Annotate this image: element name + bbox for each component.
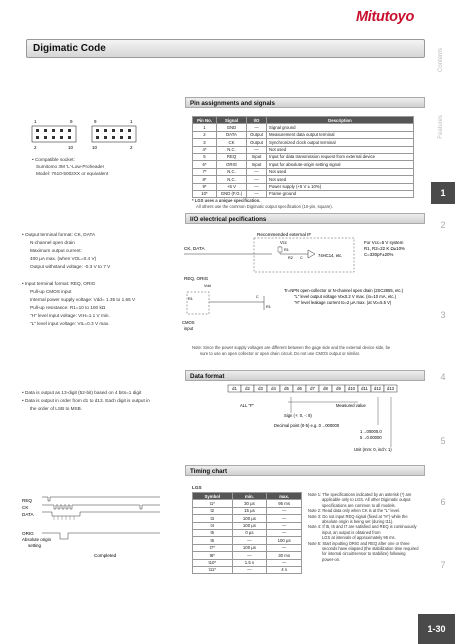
io-output-spec: • Output terminal format: CK, DATA <box>22 232 95 238</box>
timing-table-header: max. <box>267 493 302 500</box>
connector-right <box>92 126 136 142</box>
section-pins-header <box>185 97 425 108</box>
timing-note-line: for internal circuit/sensor to stabilize) following <box>322 551 406 557</box>
table-row <box>193 507 302 514</box>
data-format-diagram <box>228 385 418 455</box>
table-row <box>193 559 302 566</box>
table-cell: — <box>267 507 302 514</box>
circuit-spec: Tr=NPN open-collector or N-channel open drain (2SC2855, etc.) <box>284 288 404 293</box>
table-cell: — <box>267 529 302 536</box>
section-pins-title: Pin assignments and signals <box>190 99 275 107</box>
timing-notes <box>308 492 419 562</box>
brand-logo: Mitutoyo <box>356 9 415 25</box>
table-cell: t10* <box>193 559 233 566</box>
table-cell: 6* <box>193 161 217 168</box>
table-cell: 100 µs <box>232 522 267 529</box>
digit-label: d8 <box>323 386 328 391</box>
format-note: the order of LSB to MSB. <box>30 406 83 411</box>
table-row <box>193 500 302 507</box>
circuit-label: R1 <box>188 297 193 301</box>
table-cell: 1 <box>193 124 217 131</box>
timing-signal-label: ORIG <box>22 531 34 536</box>
table-cell: — <box>247 168 267 175</box>
table-cell: Measurement data output terminal <box>267 131 414 138</box>
timing-note-line: Note 4: If t5, t6 and t7 are satisfied and REQ is continuously <box>308 524 417 530</box>
table-cell: — <box>247 146 267 153</box>
table-cell: Output <box>247 139 267 146</box>
table-cell: — <box>267 522 302 529</box>
table-cell: Not used <box>267 176 414 183</box>
digit-label: d2 <box>245 386 250 391</box>
circuit-label: R2 <box>288 256 293 260</box>
side-tab-features[interactable]: Features <box>438 115 444 139</box>
table-cell: Input for absolute-origin setting signal <box>267 161 414 168</box>
digit-label: d9 <box>336 386 341 391</box>
table-cell: 4* <box>193 146 217 153</box>
format-label: Sign (+: 0, -: 8) <box>284 413 312 418</box>
side-tab-1[interactable]: 1 <box>431 182 455 204</box>
digit-label: d7 <box>310 386 315 391</box>
table-row <box>193 176 414 183</box>
section-format-title: Data format <box>190 372 225 380</box>
ck-waveform <box>42 505 160 509</box>
table-cell: t2 <box>193 507 233 514</box>
connector-label: 1 <box>34 119 37 124</box>
section-format-header <box>185 370 425 381</box>
table-row <box>193 190 414 197</box>
timing-note-line: power-on. <box>322 556 341 562</box>
circuit-spec: "L" level output voltage Vo≤0.2 V max. (Io=10 mA, etc.) <box>294 294 396 299</box>
table-cell: 100 µs <box>267 537 302 544</box>
data-waveform <box>42 512 160 516</box>
table-cell: N.C. <box>217 146 247 153</box>
table-cell: Input for data transmission request from external device <box>267 153 414 160</box>
format-label: 1→00000.0 <box>360 429 382 434</box>
side-tab-3[interactable]: 3 <box>440 310 446 320</box>
side-tab-7[interactable]: 7 <box>440 560 446 570</box>
connector-label: 9 <box>70 119 73 124</box>
timing-note-line: Note 1: The specifications indicated by an asterisk (*) are <box>308 492 412 497</box>
format-label: Decimal point (0-5) e.g. 0→000000 <box>274 423 340 428</box>
timing-note-line: Note 5: Start inputting ORIG and REQ after one or three <box>308 540 410 546</box>
section-timing-title: Timing chart <box>190 467 228 475</box>
table-cell: 8* <box>193 176 217 183</box>
table-cell: Input <box>247 153 267 160</box>
io-input-spec: "H" level input voltage: VIH=1.1 V min. <box>30 313 110 318</box>
timing-note-line: LGS at intervals of approximately 95 ms. <box>322 535 396 541</box>
connector-pins <box>36 129 131 139</box>
table-row <box>193 544 302 551</box>
table-cell: t8* <box>193 552 233 559</box>
digit-label: d13 <box>387 386 394 391</box>
table-cell: 4 s <box>267 566 302 573</box>
table-cell: Not used <box>267 146 414 153</box>
timing-note-line: specifications are common to all models. <box>322 502 396 508</box>
format-label: Measured value <box>336 403 366 408</box>
table-row <box>193 515 302 522</box>
digit-label: d6 <box>297 386 302 391</box>
circuit-label: R1 <box>284 248 289 252</box>
timing-signal-label: DATA <box>22 512 34 517</box>
table-row <box>193 146 414 153</box>
side-tab-5[interactable]: 5 <box>440 436 446 446</box>
table-cell: — <box>267 515 302 522</box>
table-cell: GND <box>217 124 247 131</box>
table-cell: — <box>247 190 267 197</box>
digit-label: d3 <box>258 386 263 391</box>
table-cell: Signal ground <box>267 124 414 131</box>
table-cell: Synchronized clock output terminal <box>267 139 414 146</box>
resistor-r1 <box>278 247 282 252</box>
digit-label: d11 <box>361 386 368 391</box>
table-cell: t4 <box>193 522 233 529</box>
circuit-label: REQ, ORIG <box>184 276 209 281</box>
side-nav <box>431 30 455 610</box>
connector-note: • Compatible socket: <box>32 157 75 163</box>
table-cell: — <box>247 183 267 190</box>
timing-note-line: Note 2: Read data only when CK is at the "L" level. <box>308 508 401 514</box>
table-cell: t7* <box>193 544 233 551</box>
io-input-spec: "L" level input voltage: VIL=0.3 V max. <box>30 321 110 326</box>
table-cell: 1.5 s <box>232 559 267 566</box>
side-tab-2[interactable]: 2 <box>440 220 446 230</box>
io-circuit-diagram <box>184 230 419 340</box>
io-output-spec: 400 µA max. (when VOL=0.4 V) <box>30 256 97 261</box>
format-label: ALL "F" <box>240 403 254 408</box>
circuit-label: Vcc <box>280 240 287 245</box>
timing-chart <box>20 485 185 565</box>
circuit-label: R1 <box>266 305 271 309</box>
table-cell: +5 V <box>217 183 247 190</box>
table-row <box>193 124 414 131</box>
connector-note: Model: 7610-5002XX or equivalent <box>36 171 109 176</box>
connector-note: Sumitomo 3M 'L'-Low-Proheader <box>36 164 105 169</box>
table-cell: DATA <box>217 131 247 138</box>
connector-label: 2 <box>34 145 37 150</box>
table-cell: t3 <box>193 515 233 522</box>
digit-label: d4 <box>271 386 276 391</box>
table-cell: Frame ground <box>267 190 414 197</box>
circuit-spec: "H" level leakage current Io=2 µA max. (at Vo=5.5 V) <box>294 300 392 305</box>
pin-table-header: Pin No. <box>193 117 217 124</box>
timing-note-line: seconds have elapsed (the stabilization time required <box>322 546 419 552</box>
digit-label: d1 <box>232 386 237 391</box>
schmitt-inverter <box>308 250 315 258</box>
circuit-label: input <box>184 326 194 331</box>
pin-table-header: Signal <box>217 117 247 124</box>
side-tab-4[interactable]: 4 <box>440 372 446 382</box>
digit-label: d5 <box>284 386 289 391</box>
table-cell: Output <box>247 131 267 138</box>
table-cell: — <box>247 176 267 183</box>
format-label: 5→0.00000 <box>360 435 382 440</box>
table-row <box>193 529 302 536</box>
table-cell: 100 µs <box>232 515 267 522</box>
io-output-spec: Maximum output current: <box>30 248 82 253</box>
io-output-spec: Output withstand voltage: -0.3 V to 7 V <box>30 264 111 269</box>
side-tab-6[interactable]: 6 <box>440 497 446 507</box>
timing-table-header: Symbol <box>193 493 233 500</box>
table-cell: — <box>232 566 267 573</box>
digit-label: d10 <box>348 386 355 391</box>
section-timing-header <box>185 465 425 476</box>
table-cell: 5 <box>193 153 217 160</box>
table-cell: t6 <box>193 537 233 544</box>
table-cell: — <box>232 552 267 559</box>
connector-diagram <box>28 118 178 154</box>
table-row <box>193 131 414 138</box>
orig-waveform <box>42 533 160 539</box>
circuit-label: CMOS <box>182 320 195 325</box>
lgs-label: LGS <box>192 485 202 490</box>
pin-table-note: * LGS uses a unique specification. <box>192 198 261 203</box>
circuit-spec: For Vcc=5 V system <box>364 240 404 245</box>
connector-label: 10 <box>92 145 98 150</box>
table-cell: 10* <box>193 190 217 197</box>
connector-label: 1 <box>130 119 133 124</box>
page-title: Digimatic Code <box>33 43 106 54</box>
circuit-label: Recommended external IF <box>257 232 312 237</box>
table-row <box>193 153 414 160</box>
table-row <box>193 161 414 168</box>
timing-note-line: absolute origin is being set (during t11). <box>322 519 394 525</box>
table-cell: Power supply (+5 V ± 10%) <box>267 183 414 190</box>
circuit-label: Vdd <box>204 284 211 288</box>
section-io-header <box>185 213 425 224</box>
circuit-label: C <box>300 256 303 260</box>
circuit-spec: C=330pF±20% <box>364 252 394 257</box>
table-cell: 7* <box>193 168 217 175</box>
table-row <box>193 552 302 559</box>
table-cell: t5 <box>193 529 233 536</box>
table-cell: 3 <box>193 139 217 146</box>
circuit-label: 74HC14, etc. <box>318 253 343 258</box>
table-cell: — <box>247 124 267 131</box>
pin-table-header: Description <box>267 117 414 124</box>
cmos-input-box <box>187 292 209 314</box>
table-cell: GND (F.G.) <box>217 190 247 197</box>
table-cell: 2 <box>193 131 217 138</box>
connector-left <box>32 126 76 142</box>
digit-label: d12 <box>374 386 381 391</box>
table-cell: N.C. <box>217 176 247 183</box>
timing-note-line: Note 3: Do not input REQ signal (fixed at "H") while the <box>308 513 408 519</box>
pin-table-header: I/O <box>247 117 267 124</box>
table-cell: ORIG <box>217 161 247 168</box>
io-input-spec: Pull-up CMOS input <box>30 289 72 294</box>
circuit-spec: R1, R2=22 K Ω±10% <box>364 246 405 251</box>
format-note: • Data is output as 13-digit (52-bit) based on 4 bits=1 digit <box>22 390 141 396</box>
timing-signal-label: setting <box>28 543 41 548</box>
table-cell: t1* <box>193 500 233 507</box>
pin-table <box>192 116 414 198</box>
table-cell: 9* <box>193 183 217 190</box>
io-input-spec: Internal power supply voltage: Vdd= 1.35 to 1.65 V <box>30 297 136 302</box>
connector-label: 9 <box>94 119 97 124</box>
io-input-spec: Pull-up resistance: R1=10 to 100 kΩ <box>30 305 106 310</box>
timing-note-line: input, an output is obtained from <box>322 529 381 535</box>
table-cell: N.C. <box>217 168 247 175</box>
table-cell: — <box>267 544 302 551</box>
circuit-label: CK, DATA <box>184 246 205 251</box>
connector-label: 10 <box>68 145 74 150</box>
timing-table <box>192 492 302 574</box>
timing-completed-label: Completed <box>94 553 117 558</box>
table-row <box>193 168 414 175</box>
digit-row <box>228 385 397 392</box>
timing-note-line: applicable only to LGS. All other Digimatic output <box>322 497 411 503</box>
format-note: • Data is output in order from d1 to d13. Each digit is output in <box>22 398 150 404</box>
connector-label: 2 <box>130 145 133 150</box>
table-cell: — <box>267 559 302 566</box>
req-waveform <box>42 497 160 501</box>
timing-signal-label: REQ <box>22 498 32 503</box>
table-cell: CK <box>217 139 247 146</box>
table-cell: t11* <box>193 566 233 573</box>
table-cell: 15 µs <box>232 507 267 514</box>
page-number: 1-30 <box>418 614 455 644</box>
io-output-spec: N-channel open drain <box>30 240 75 245</box>
table-row <box>193 522 302 529</box>
circuit-label: C <box>256 295 259 299</box>
format-label: Unit (mm: 0, inch: 1) <box>354 447 392 452</box>
table-cell: 30 µs <box>232 500 267 507</box>
pin-table-note: All others use the common Digimatic output specification (10-pin, square). <box>196 204 333 209</box>
timing-signal-label: Absolute origin <box>22 537 52 542</box>
io-note: sure to use an open collector or open drain circuit. Do not use CMOS output or similar. <box>200 351 360 356</box>
section-io-title: I/O electrical pecifications <box>190 215 267 223</box>
page-title-bar <box>26 39 425 58</box>
timing-signal-label: CK <box>22 505 29 510</box>
table-row <box>193 183 414 190</box>
table-cell: 0 µs <box>232 529 267 536</box>
table-row <box>193 566 302 573</box>
table-cell: Input <box>247 161 267 168</box>
side-tab-contents[interactable]: Contents <box>438 48 444 73</box>
io-input-spec: • Input terminal format: REQ, ORIG <box>22 281 95 287</box>
table-cell: REQ <box>217 153 247 160</box>
table-cell: — <box>232 537 267 544</box>
io-note: Note: Since the power supply voltages are different between the gage side and the external device side, be <box>192 345 391 350</box>
timing-table-header: min. <box>232 493 267 500</box>
table-cell: 95 ms <box>267 500 302 507</box>
table-cell: 100 µs <box>232 544 267 551</box>
table-cell: Not used <box>267 168 414 175</box>
table-cell: 30 ms <box>267 552 302 559</box>
table-row <box>193 139 414 146</box>
table-row <box>193 537 302 544</box>
